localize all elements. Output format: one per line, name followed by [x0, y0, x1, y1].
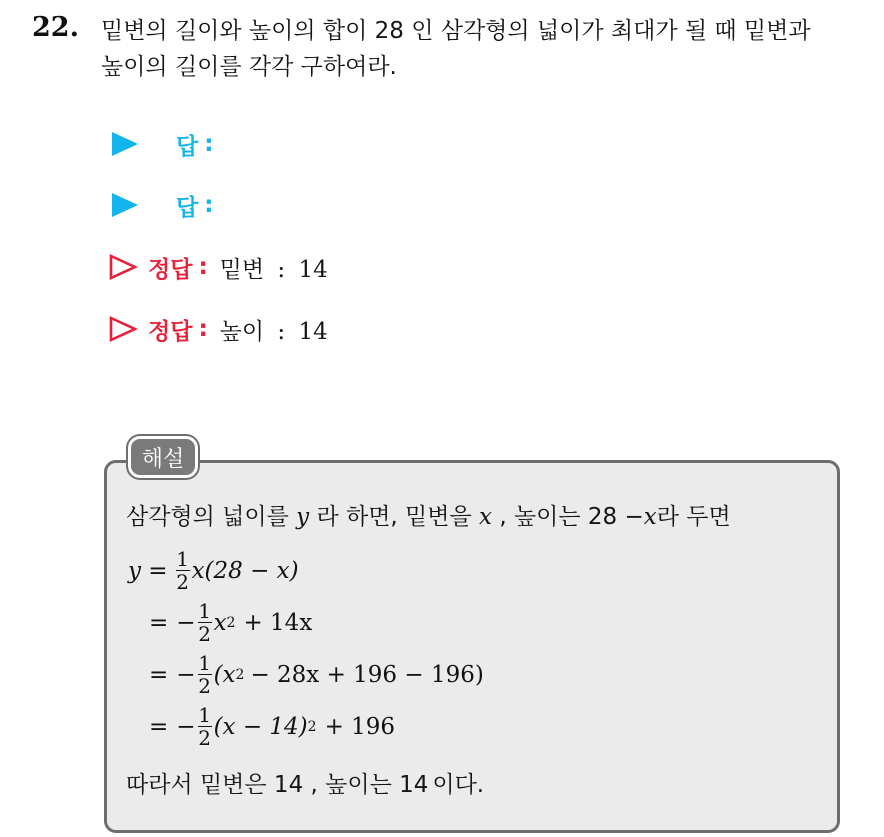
- correct-answer-row-2: [108, 309, 328, 349]
- correct-answer-row-1: [108, 247, 328, 287]
- outline-triangle-icon: [108, 253, 138, 281]
- question-text-line-2: 높이의 길이를 각각 구하여라.: [101, 54, 397, 80]
- math-line-1: y = $\frac{1}{2}$ x(28 − x): [128, 547, 299, 594]
- math-line-3: = − $\frac{1}{2}$ (x 2 − 28x + 196 − 196): [149, 651, 484, 698]
- math-line-2: = − $\frac{1}{2}$ x 2 + 14x: [149, 599, 313, 646]
- correct-value: 밑변 : 14: [219, 256, 328, 283]
- solution-tag: 해설: [128, 436, 198, 478]
- answer-row-2: [108, 185, 213, 225]
- play-triangle-icon: [112, 132, 138, 156]
- correct-label: 정답: [148, 256, 193, 283]
- answer-colon: :: [204, 192, 214, 218]
- question-text: [101, 13, 871, 85]
- play-triangle-icon: [112, 193, 138, 217]
- math-line-4: = − $\frac{1}{2}$ (x − 14) 2 + 196: [149, 703, 396, 750]
- outline-triangle-icon: [108, 315, 138, 343]
- correct-colon: :: [198, 254, 208, 280]
- solution-intro: 삼각형의 넓이를 y 라 하면, 밑변을 x , 높이는 28 −x라 두면: [126, 504, 731, 530]
- correct-value: 높이 : 14: [219, 318, 328, 345]
- question-text-line-1: 밑변의 길이와 높이의 합이 28 인 삼각형의 넓이가 최대가 될 때 밑변과: [101, 18, 811, 44]
- answer-label: 답: [176, 133, 199, 160]
- correct-label: 정답: [148, 318, 193, 345]
- solution-conclusion: 따라서 밑변은 14 , 높이는 14 이다.: [126, 772, 485, 798]
- answer-label: 답: [176, 194, 199, 221]
- answer-row-1: [108, 124, 213, 164]
- correct-colon: :: [198, 316, 208, 342]
- answer-colon: :: [204, 131, 214, 157]
- question-number: 22.: [32, 12, 79, 43]
